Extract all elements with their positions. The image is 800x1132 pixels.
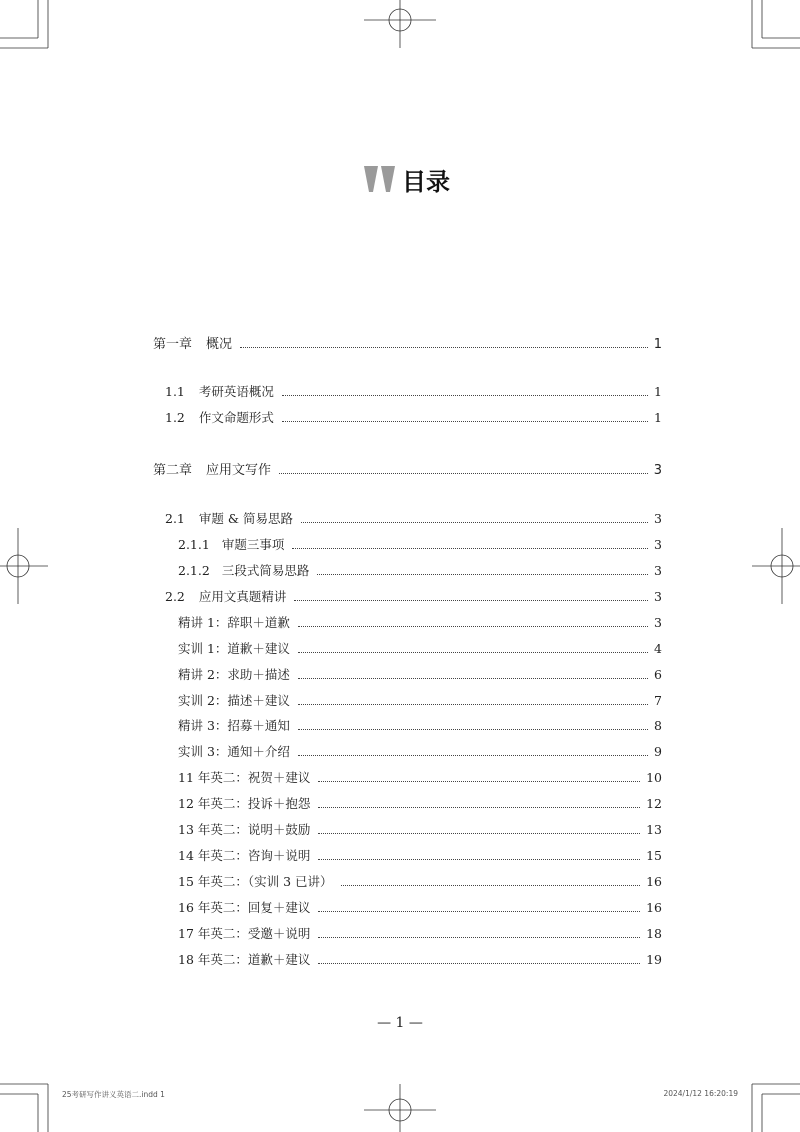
- toc-entry-chapter-1[interactable]: [153, 333, 662, 353]
- toc-entry-year-2014[interactable]: [178, 846, 662, 866]
- toc-entry-page: 18: [646, 926, 662, 941]
- toc-entry-page: 3: [654, 511, 662, 526]
- dot-leader: [318, 911, 640, 912]
- toc-entry-page: 1: [653, 337, 662, 352]
- toc-entry-title: 12 年英二：投诉＋抱怨: [178, 796, 311, 811]
- toc-entry-page: 3: [654, 537, 662, 552]
- toc-entry-number: 2.1.2: [178, 563, 210, 578]
- dot-leader: [298, 704, 648, 705]
- toc-entry-training-3[interactable]: [178, 742, 662, 762]
- toc-entry-page: 16: [646, 874, 662, 889]
- toc-entry-title: 16 年英二：回复＋建议: [178, 900, 311, 915]
- toc-entry-title: 实训 2：描述＋建议: [178, 693, 290, 708]
- toc-entry-page: 1: [654, 410, 662, 425]
- toc-entry-2-1-2[interactable]: [178, 561, 662, 581]
- dot-leader: [298, 729, 648, 730]
- toc-entry-year-2015[interactable]: [178, 872, 662, 892]
- toc-entry-title: 实训 3：通知＋介绍: [178, 744, 290, 759]
- dot-leader: [298, 755, 648, 756]
- toc-entry-2-2[interactable]: [165, 587, 662, 607]
- toc-entry-title: 14 年英二：咨询＋说明: [178, 848, 311, 863]
- print-slug-timestamp: 2024/1/12 16:20:19: [663, 1089, 738, 1098]
- dot-leader: [298, 678, 648, 679]
- toc-entry-page: 1: [654, 384, 662, 399]
- toc-entry-title: 13 年英二：说明＋鼓励: [178, 822, 311, 837]
- toc-entry-title: 17 年英二：受邀＋说明: [178, 926, 311, 941]
- toc-entry-page: 19: [646, 952, 662, 967]
- dot-leader: [282, 395, 648, 396]
- toc-entry-page: 3: [654, 615, 662, 630]
- toc-entry-year-2018[interactable]: [178, 950, 662, 970]
- toc-entry-title: 审题 & 简易思路: [198, 511, 293, 526]
- toc-entry-title: 精讲 1：辞职＋道歉: [178, 615, 290, 630]
- dot-leader: [298, 626, 648, 627]
- toc-entry-1-2[interactable]: [165, 408, 662, 428]
- toc-entry-title: 考研英语概况: [198, 384, 274, 399]
- toc-entry-lecture-1[interactable]: [178, 613, 662, 633]
- dot-leader: [318, 937, 640, 938]
- toc-entry-title: 三段式简易思路: [221, 563, 310, 578]
- toc-entry-page: 3: [654, 563, 662, 578]
- toc-entry-number: 1.1: [165, 384, 185, 399]
- toc-entry-number: 第一章: [153, 337, 193, 352]
- toc-entry-title: 概况: [206, 337, 233, 352]
- title-block: [362, 156, 450, 196]
- dot-leader: [240, 347, 648, 348]
- toc-entry-title: 作文命题形式: [198, 410, 274, 425]
- toc-entry-number: 1.2: [165, 410, 185, 425]
- toc-entry-page: 7: [654, 693, 662, 708]
- toc-entry-page: 10: [646, 770, 662, 785]
- dot-leader: [341, 885, 641, 886]
- dot-leader: [294, 600, 648, 601]
- page-title: 目录: [402, 168, 450, 196]
- toc-entry-page: 4: [654, 641, 662, 656]
- toc-entry-page: 8: [654, 718, 662, 733]
- toc-entry-page: 3: [654, 589, 662, 604]
- toc-entry-page: 9: [654, 744, 662, 759]
- toc-entry-title: 15 年英二：（实训 3 已讲）: [178, 874, 333, 889]
- dot-leader: [282, 421, 648, 422]
- dot-leader: [298, 652, 648, 653]
- print-slug-filename: 25考研写作讲义英语二.indd 1: [62, 1090, 165, 1099]
- toc-entry-page: 15: [646, 848, 662, 863]
- dot-leader: [318, 833, 640, 834]
- toc-entry-number: 2.1: [165, 511, 185, 526]
- toc-entry-title: 18 年英二：道歉＋建议: [178, 952, 311, 967]
- toc-entry-lecture-3[interactable]: [178, 716, 662, 736]
- dot-leader: [292, 548, 648, 549]
- toc-entry-title: 精讲 2：求助＋描述: [178, 667, 290, 682]
- toc-entry-number: 第二章: [153, 463, 193, 478]
- dot-leader: [318, 963, 640, 964]
- toc-entry-2-1-1[interactable]: [178, 535, 662, 555]
- toc-entry-year-2013[interactable]: [178, 820, 662, 840]
- toc-entry-year-2012[interactable]: [178, 794, 662, 814]
- dot-leader: [318, 859, 640, 860]
- page-number: — 1 —: [377, 1015, 423, 1031]
- toc-entry-chapter-2[interactable]: [153, 459, 662, 479]
- toc-entry-page: 13: [646, 822, 662, 837]
- toc-entry-number: 2.1.1: [178, 537, 210, 552]
- toc-entry-page: 12: [646, 796, 662, 811]
- toc-entry-title: 实训 1：道歉＋建议: [178, 641, 290, 656]
- dot-leader: [301, 522, 648, 523]
- quote-marks-icon: [362, 162, 398, 196]
- toc-entry-title: 审题三事项: [221, 537, 285, 552]
- toc-entry-page: 16: [646, 900, 662, 915]
- toc-entry-title: 应用文写作: [206, 463, 272, 478]
- toc-entry-title: 应用文真题精讲: [198, 589, 287, 604]
- toc-entry-title: 11 年英二：祝贺＋建议: [178, 770, 311, 785]
- toc-entry-1-1[interactable]: [165, 382, 662, 402]
- toc-entry-year-2016[interactable]: [178, 898, 662, 918]
- toc-entry-lecture-2[interactable]: [178, 665, 662, 685]
- toc-entry-page: 3: [653, 463, 662, 478]
- toc-entry-page: 6: [654, 667, 662, 682]
- toc-entry-year-2017[interactable]: [178, 924, 662, 944]
- toc-entry-2-1[interactable]: [165, 509, 662, 529]
- toc-entry-training-2[interactable]: [178, 691, 662, 711]
- toc-entry-training-1[interactable]: [178, 639, 662, 659]
- dot-leader: [279, 473, 648, 474]
- toc-entry-number: 2.2: [165, 589, 185, 604]
- toc-entry-title: 精讲 3：招募＋通知: [178, 718, 290, 733]
- dot-leader: [318, 781, 640, 782]
- toc-entry-year-2011[interactable]: [178, 768, 662, 788]
- dot-leader: [318, 807, 640, 808]
- dot-leader: [317, 574, 648, 575]
